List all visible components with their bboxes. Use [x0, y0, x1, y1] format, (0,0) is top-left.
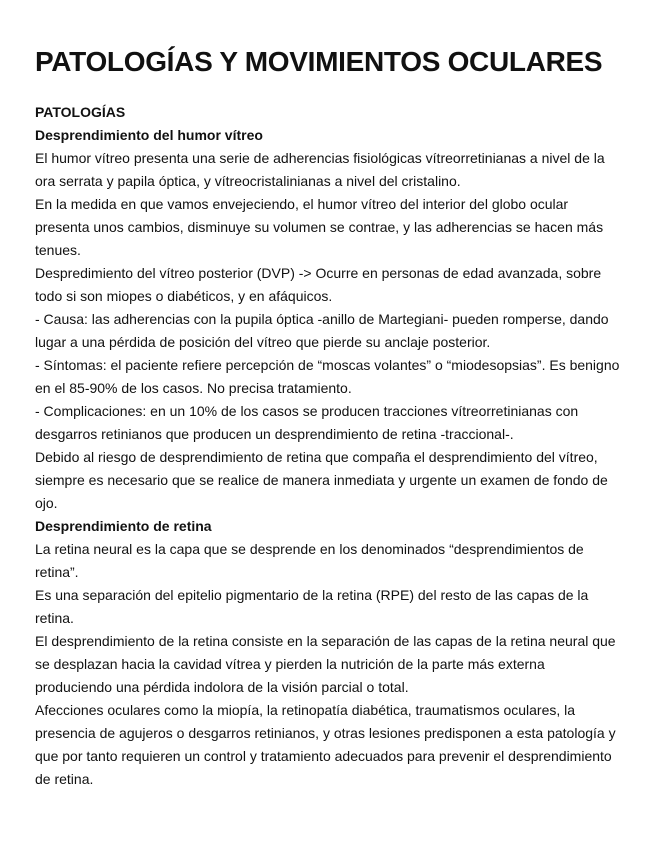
paragraph: Debido al riesgo de desprendimiento de retina que compaña el desprendimiento del vítreo, siempre es necesario que se realice de manera inmediata y urgente un examen de fondo de ojo.	[35, 449, 608, 511]
paragraph: - Síntomas: el paciente refiere percepción de “moscas volantes” o “miodesopsias”. Es benigno en el 85-90% de los casos. No precisa tratamiento.	[35, 357, 620, 396]
paragraph: - Complicaciones: en un 10% de los casos se producen tracciones vítreorretinianas con desgarros retinianos que producen un desprendimiento de retina -traccional-.	[35, 403, 579, 442]
paragraph: El humor vítreo presenta una serie de adherencias fisiológicas vítreorretinianas a nivel de la ora serrata y papila óptica, y vítreocristalinianas a nivel del cristalino.	[35, 150, 605, 189]
paragraph: Despredimiento del vítreo posterior (DVP) -> Ocurre en personas de edad avanzada, sobre todo si son miopes o diabéticos, y en afáquicos.	[35, 265, 602, 304]
paragraph: - Causa: las adherencias con la pupila óptica -anillo de Martegiani- pueden romperse, dando lugar a una pérdida de posición del vítreo que pierde su anclaje posterior.	[35, 311, 609, 350]
document-title: PATOLOGÍAS Y MOVIMIENTOS OCULARES	[35, 46, 603, 77]
document-body	[35, 101, 620, 791]
paragraph: Afecciones oculares como la miopía, la retinopatía diabética, traumatismos oculares, la presencia de agujeros o desgarros retinianos, y otras lesiones predisponen a esta patología y que por tanto requieren un control y tratamiento adecuados para prevenir el desprendimiento de retina.	[35, 702, 616, 787]
subsection-heading: Desprendimiento de retina	[35, 518, 212, 534]
subsection-heading: Desprendimiento del humor vítreo	[35, 127, 263, 143]
section-label: PATOLOGÍAS	[35, 104, 126, 120]
paragraph: La retina neural es la capa que se desprende en los denominados “desprendimientos de retina”.	[35, 541, 584, 580]
paragraph: El desprendimiento de la retina consiste en la separación de las capas de la retina neural que se desplazan hacia la cavidad vítrea y pierden la nutrición de la parte más externa produciendo una pérdida indolora de la visión parcial o total.	[35, 633, 616, 695]
paragraph: Es una separación del epitelio pigmentario de la retina (RPE) del resto de las capas de la retina.	[35, 587, 589, 626]
paragraph: En la medida en que vamos envejeciendo, el humor vítreo del interior del globo ocular presenta unos cambios, disminuye su volumen se contrae, y las adherencias se hacen más tenues.	[35, 196, 604, 258]
